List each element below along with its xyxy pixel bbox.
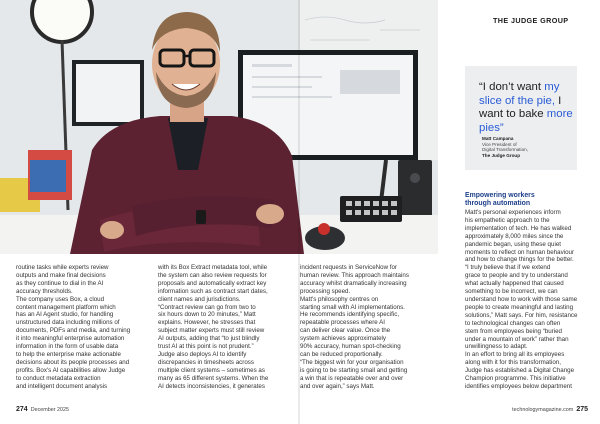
section-subheading: Empowering workers through automation: [465, 192, 535, 208]
photo-matt-campana: [0, 0, 438, 254]
pull-quote: [479, 81, 575, 135]
pull-quote-highlight-1: my slice of the pie,: [479, 81, 560, 107]
quote-attribution-org: The Judge Group: [482, 153, 521, 158]
office-photo-illustration: [0, 0, 438, 254]
footer-left: [16, 406, 69, 413]
page-number-left: 274: [16, 406, 28, 413]
body-column-4: Matt's personal experiences inform his empathetic approach to the implementation of tech. He has walked approximately 8,000 miles since the pandemic began, using these quiet moments to reflect on human behaviour and how to change things for the better. “I truly believe that if we extend grace to people and try to understand what actually happened that caused something to be incorrect, we can understand how to work with those same people to create meaningful and lasting solutions,” Matt says. For him, resistance to technological changes can often stem from employees being “buried under a mountain of work” rather than unwillingness to adapt. In an effort to bring all its employees along with it for this transformation, Judge has established a Digital Change Champion programme. This initiative identifies employees below department: [465, 209, 578, 390]
pull-quote-box: [465, 66, 577, 170]
site-url: technologymagazine.com: [512, 407, 574, 413]
pull-quote-open: “I don’t want: [479, 81, 545, 93]
quote-attribution-name: Matt Campana: [482, 136, 514, 141]
page-number-right: 275: [576, 406, 588, 413]
brand-header: THE JUDGE GROUP: [493, 16, 569, 25]
body-column-3: incident requests in ServiceNow for human review. This approach maintains accuracy whilst dramatically increasing processing speed. Matt's philosophy centres on starting small with AI implementations. He recommends identifying specific, repeatable processes where AI can deliver clear value. Once the system achieves approximately 90% accuracy, human spot-checking can be reduced proportionally. “The biggest win for your organisation is going to be starting small and getting a win that is repeatable over and over and over again,” says Matt.: [300, 264, 409, 390]
issue-date: December 2025: [30, 407, 70, 413]
body-column-2: with its Box Extract metadata tool, while the system can also review requests for proposals and automatically extract key information such as contract start dates, client names and jurisdictions. “Contract review can go from two to six hours down to 20 minutes,” Matt explains. However, he stresses that subject matter experts must still review AI outputs, adding that “to just blindly trust AI at this point is not prudent.” Judge also deploys AI to identify discrepancies in timesheets across multiple client systems – sometimes as many as 65 different systems. When the AI detects inconsistencies, it generates: [158, 264, 269, 390]
body-column-1: routine tasks while experts review outputs and make final decisions as they continue to dial in the AI accuracy thresholds. The company uses Box, a cloud content management platform which has an AI Agent studio, for handling unstructured data including millions of documents, PDFs and media, and turning it into meaningful enterprise automation information in the form of usable data to help the enterprise make actionable decisions about its people processes and profits. Box's AI capabilities allow Judge to conduct metadata extraction and intelligent document analysis: [16, 264, 131, 390]
quote-attribution-title: Vice President of Digital Transformation,: [482, 142, 528, 153]
pull-quote-highlight-2: more pies”: [479, 108, 573, 134]
pull-quote-middle: I want to bake: [479, 94, 562, 121]
footer-right: [512, 406, 588, 413]
